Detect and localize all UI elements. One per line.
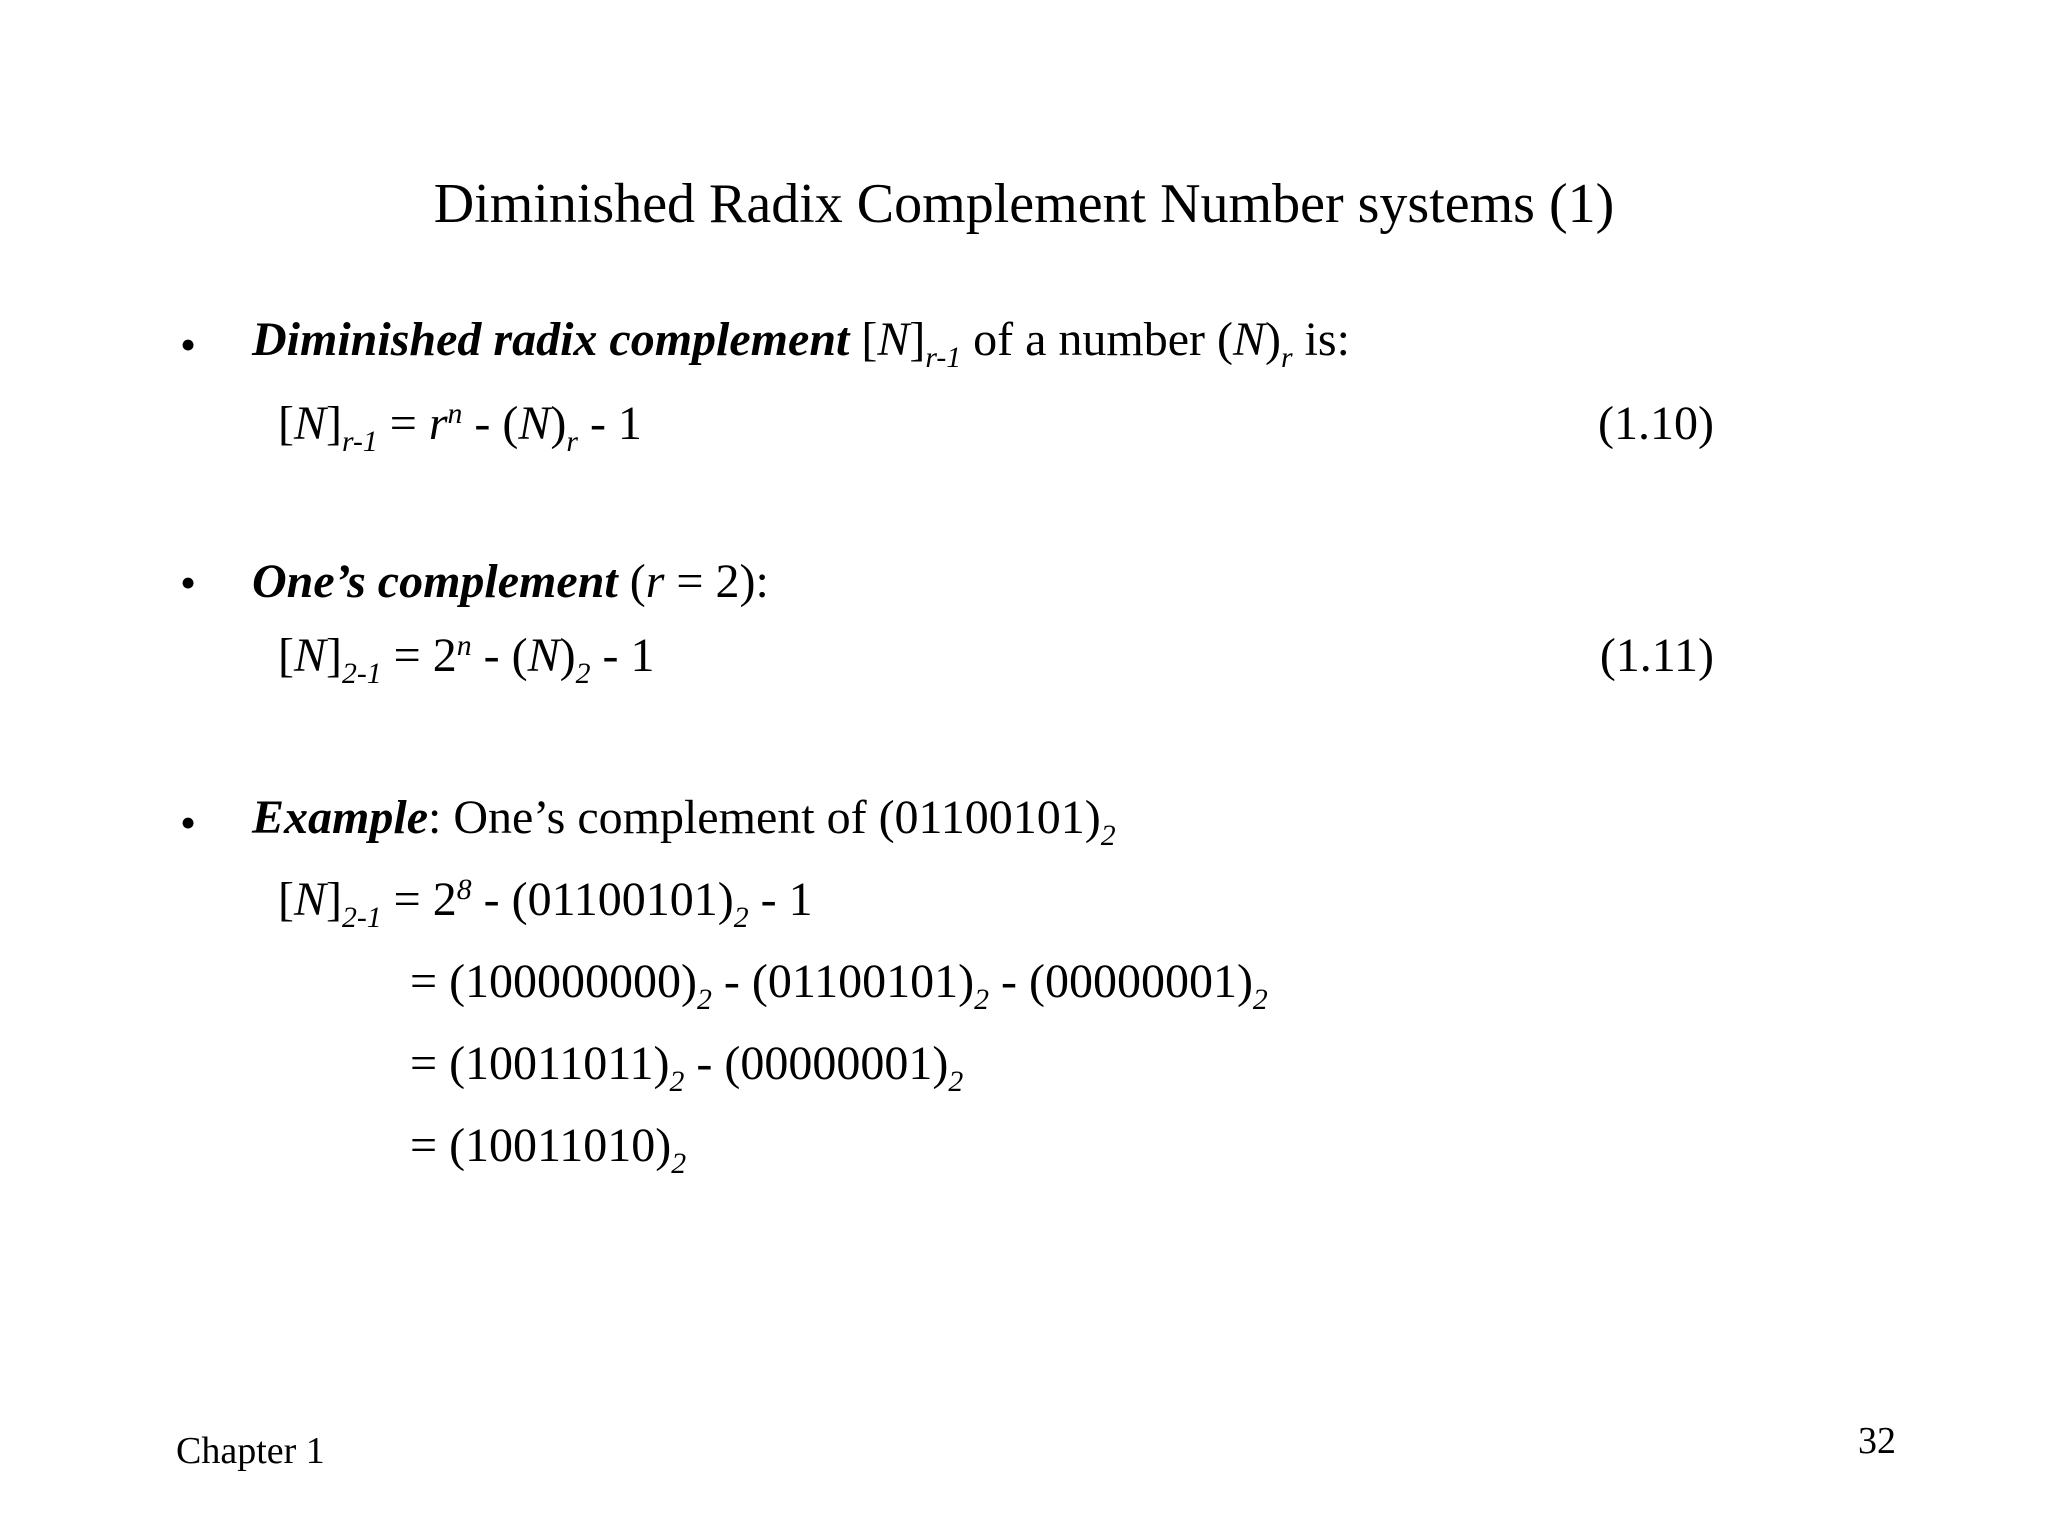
example-formula: $[N]_{2-1} = 2^8 - (01100101)_2 - 1$ (278, 872, 813, 935)
formula-1-10: $[N]_{r-1} = r^n - (N)_r - 1$ (278, 396, 642, 459)
slide-title: Diminished Radix Complement Number systems (1) (433, 173, 1615, 235)
example-step-3: = $(10011010)_2$ (410, 1119, 687, 1181)
bullet-1-text: Diminished radix complement $[N]_{r-1}$ of a number $(N)_r$ is: (252, 313, 1350, 375)
formula-1-11: $[N]_{2-1} = 2^n - (N)_2 - 1$ (278, 628, 655, 691)
bullet-3-text: Example: One’s complement of $(01100101)_2$ (252, 791, 1116, 853)
term-diminished-radix-complement: Diminished radix complement (252, 313, 850, 366)
bullet-marker: • (180, 557, 197, 608)
bullet-2-text: One’s complement (r = 2): (252, 555, 769, 608)
term-ones-complement: One’s complement (252, 555, 618, 608)
term-example: Example (252, 791, 428, 844)
example-step-1: = $(100000000)_2 - (01100101)_2 - (00000001)_2$ (410, 955, 1268, 1017)
equation-number: (1.11) (1599, 629, 1714, 682)
equation-number: (1.10) (1598, 397, 1714, 450)
footer-chapter: Chapter 1 (176, 1430, 325, 1472)
page-number: 32 (1858, 1420, 1896, 1462)
bullet-marker: • (180, 797, 197, 848)
bullet-marker: • (180, 319, 197, 370)
example-step-2: = $(10011011)_2 - (00000001)_2$ (410, 1037, 964, 1099)
